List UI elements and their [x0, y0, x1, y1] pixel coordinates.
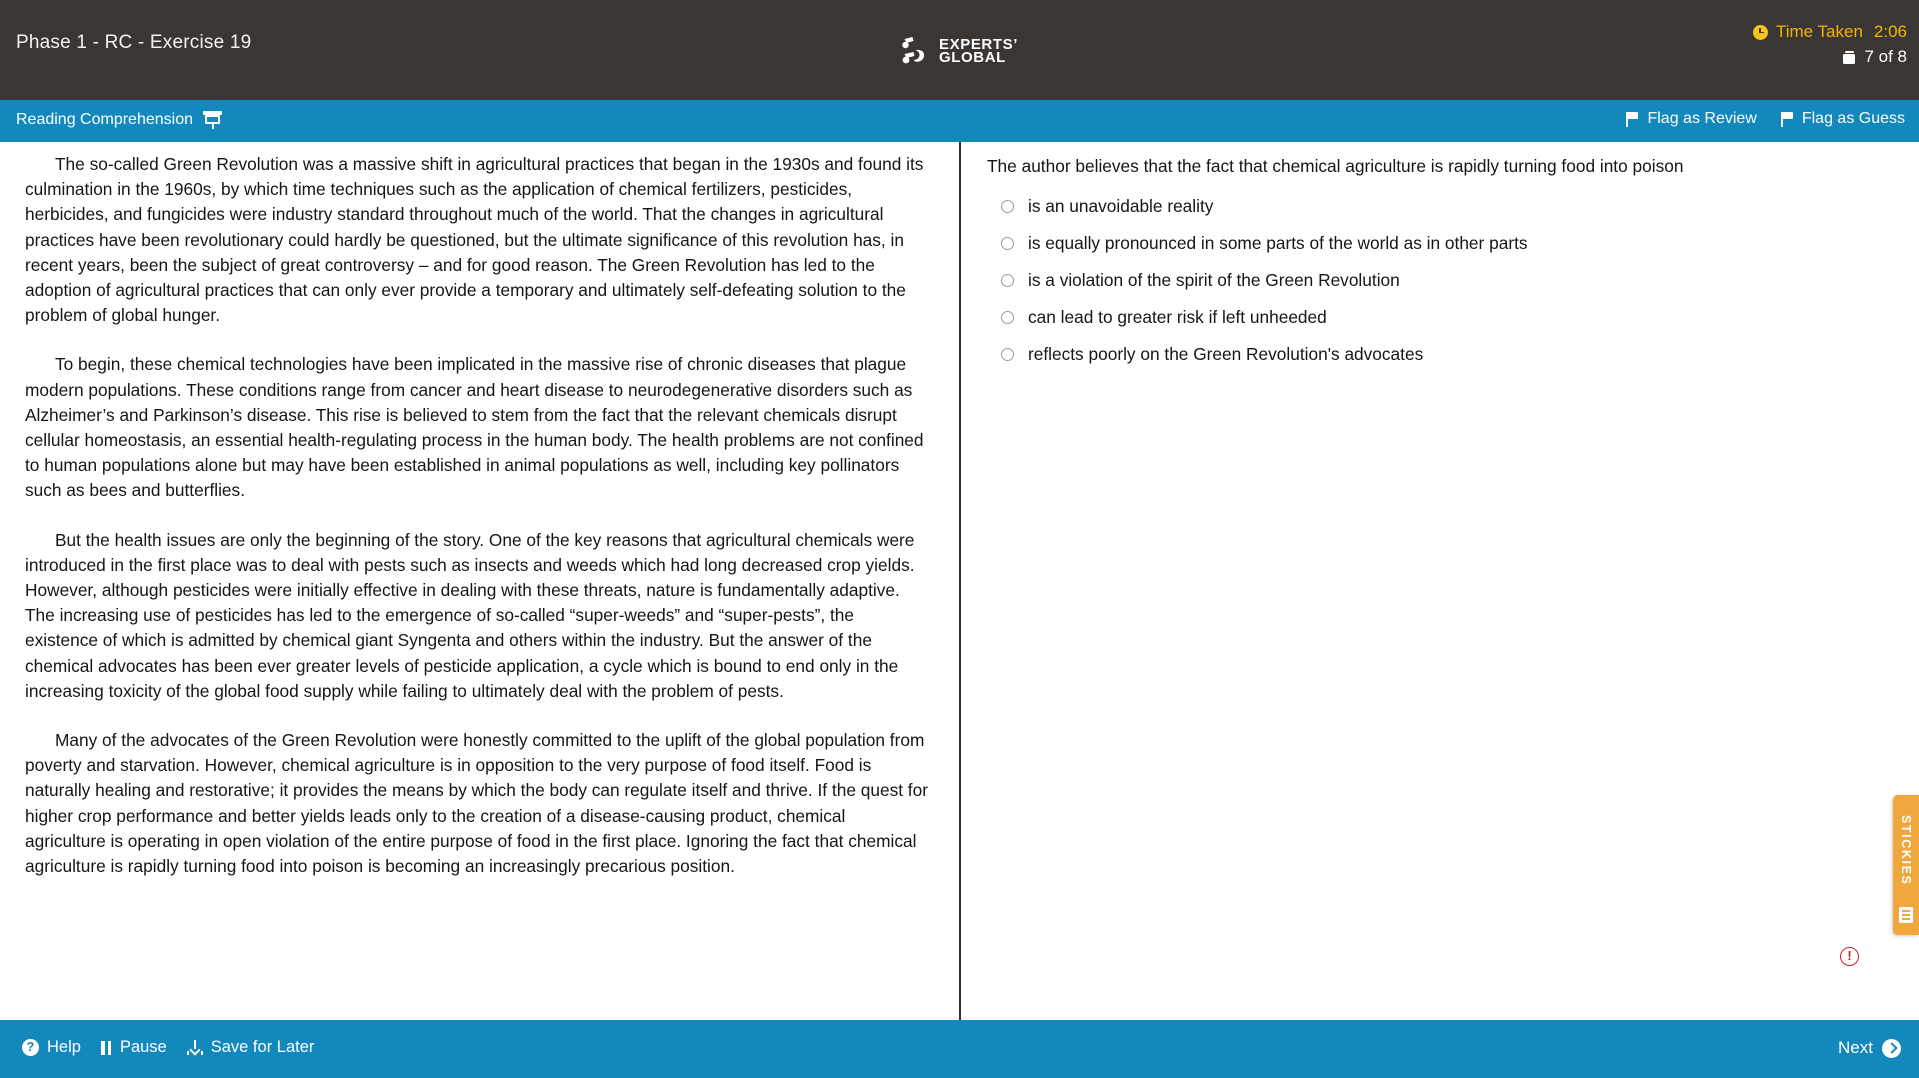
bottom-toolbar [0, 1020, 1919, 1078]
answer-option[interactable] [987, 270, 1899, 291]
passage-paragraph: To begin, these chemical technologies have been implicated in the massive rise of chronic diseases that plague modern populations. These conditions range from cancer and heart disease to neurodegenerative disorders such as Alzheimer’s and Parkinson’s disease. This rise is believed to stem from the fact that the relevant chemicals disrupt cellular homeostasis, an essential health-regulating process in the human body. The health problems are not confined to human populations alone but may have been established in animal populations as well, including key pollinators such as bees and butterflies. [25, 354, 924, 501]
flag-icon [1781, 112, 1794, 127]
answer-option[interactable] [987, 196, 1899, 217]
reading-passage [0, 142, 950, 1020]
time-taken-value: 2:06 [1873, 22, 1907, 41]
help-button[interactable] [22, 1038, 81, 1057]
flag-buttons-group [1626, 110, 1905, 128]
pause-icon [101, 1041, 112, 1055]
help-question-icon: ? [22, 1039, 39, 1056]
time-taken-label: Time Taken [1775, 22, 1863, 41]
logo-line-1: EXPERTS’ [939, 36, 1018, 53]
flag-as-review-button[interactable] [1626, 110, 1756, 128]
passage-paragraph: The so-called Green Revolution was a massive shift in agricultural practices that began in the 1930s and found its culmination in the 1960s, by which time techniques such as the application of chemical fertilizers, pesticides, herbicides, and fungicides were industry standard throughout much of the world. That the changes in agricultural practices have been revolutionary could hardly be questioned, but the ultimate significance of this revolution has, in recent years, been the subject of great controversy – and for good reason. The Green Revolution has led to the adoption of agricultural practices that can only ever provide a temporary and ultimately self-defeating solution to the problem of global hunger. [25, 154, 924, 326]
save-for-later-label: Save for Later [210, 1038, 315, 1056]
answer-option-label: is an unavoidable reality [1028, 196, 1214, 216]
top-header-bar [0, 0, 1919, 100]
answer-option-label: reflects poorly on the Green Revolution's advocates [1028, 344, 1424, 364]
book-icon [1842, 50, 1856, 64]
download-save-icon [187, 1040, 203, 1056]
flag-as-guess-button[interactable] [1781, 110, 1905, 128]
radio-button-icon[interactable] [1001, 200, 1014, 213]
bottom-actions-group [22, 1038, 314, 1057]
exercise-title: Phase 1 - RC - Exercise 19 [16, 32, 252, 53]
whiteboard-icon[interactable] [203, 110, 222, 129]
alert-exclamation-icon[interactable]: ! [1840, 947, 1859, 966]
experts-global-logo-icon [901, 36, 930, 66]
pause-label: Pause [119, 1038, 167, 1056]
clock-icon [1753, 25, 1768, 40]
answer-option-label: is a violation of the spirit of the Green Revolution [1028, 270, 1400, 290]
answer-option[interactable] [987, 307, 1899, 328]
pause-button[interactable] [101, 1038, 167, 1057]
answer-option-label: can lead to greater risk if left unheeded [1028, 307, 1327, 327]
section-title: Reading Comprehension [16, 110, 193, 128]
logo-line-2: GLOBAL [939, 49, 1006, 66]
passage-paragraph: Many of the advocates of the Green Revolution were honestly committed to the uplift of the global population from poverty and starvation. However, chemical agriculture is in opposition to the very purpose of food itself. Food is naturally healing and restorative; it provides the means by which the body can regulate itself and thrive. If the quest for higher crop performance and better yields leads only to the creation of a disease-causing product, chemical agriculture is operating in open violation of the entire purpose of food in the first place. Ignoring the fact that chemical agriculture is rapidly turning food into poison is becoming an increasingly precarious position. [25, 730, 928, 877]
question-counter-value: 7 of 8 [1864, 47, 1907, 66]
stickies-label: STICKIES [1899, 814, 1913, 886]
passage-paragraph: But the health issues are only the beginning of the story. One of the key reasons that agricultural chemicals were introduced in the first place was to deal with pests such as insects and weeds which had long decreased crop yields. However, although pesticides were initially effective in dealing with these threats, nature is fundamentally adaptive. The increasing use of pesticides has led to the emergence of so-called “super-weeds” and “super-pests”, the existence of which is admitted by chemical giant Syngenta and others within the industry. But the answer of the chemical advocates has been ever greater levels of pesticide application, a cycle which is bound to end only in the increasing toxicity of the global food supply while failing to ultimately deal with the problem of pests. [25, 529, 915, 701]
time-taken-display [1753, 22, 1907, 42]
question-panel [961, 142, 1919, 1020]
next-button[interactable] [1838, 1038, 1901, 1058]
chevron-right-icon [1882, 1039, 1901, 1058]
sticky-note-icon [1899, 907, 1913, 923]
section-title-group [16, 110, 222, 129]
radio-button-icon[interactable] [1001, 237, 1014, 250]
radio-button-icon[interactable] [1001, 311, 1014, 324]
answer-option[interactable] [987, 233, 1899, 254]
save-for-later-button[interactable] [187, 1038, 315, 1057]
answer-option-label: is equally pronounced in some parts of the world as in other parts [1028, 233, 1528, 253]
answer-option[interactable] [987, 344, 1899, 365]
question-stem: The author believes that the fact that chemical agriculture is rapidly turning food into poison [987, 156, 1684, 176]
question-counter [1842, 47, 1907, 67]
brand-logo [901, 36, 1018, 66]
radio-button-icon[interactable] [1001, 348, 1014, 361]
main-content [0, 142, 1919, 1020]
flag-as-review-label: Flag as Review [1647, 110, 1757, 127]
radio-button-icon[interactable] [1001, 274, 1014, 287]
help-label: Help [47, 1038, 81, 1056]
answer-options-list [987, 196, 1899, 365]
flag-as-guess-label: Flag as Guess [1801, 110, 1905, 127]
stickies-tab[interactable] [1893, 795, 1919, 935]
next-label: Next [1838, 1038, 1873, 1057]
section-toolbar [0, 100, 1919, 142]
flag-icon [1626, 112, 1639, 127]
